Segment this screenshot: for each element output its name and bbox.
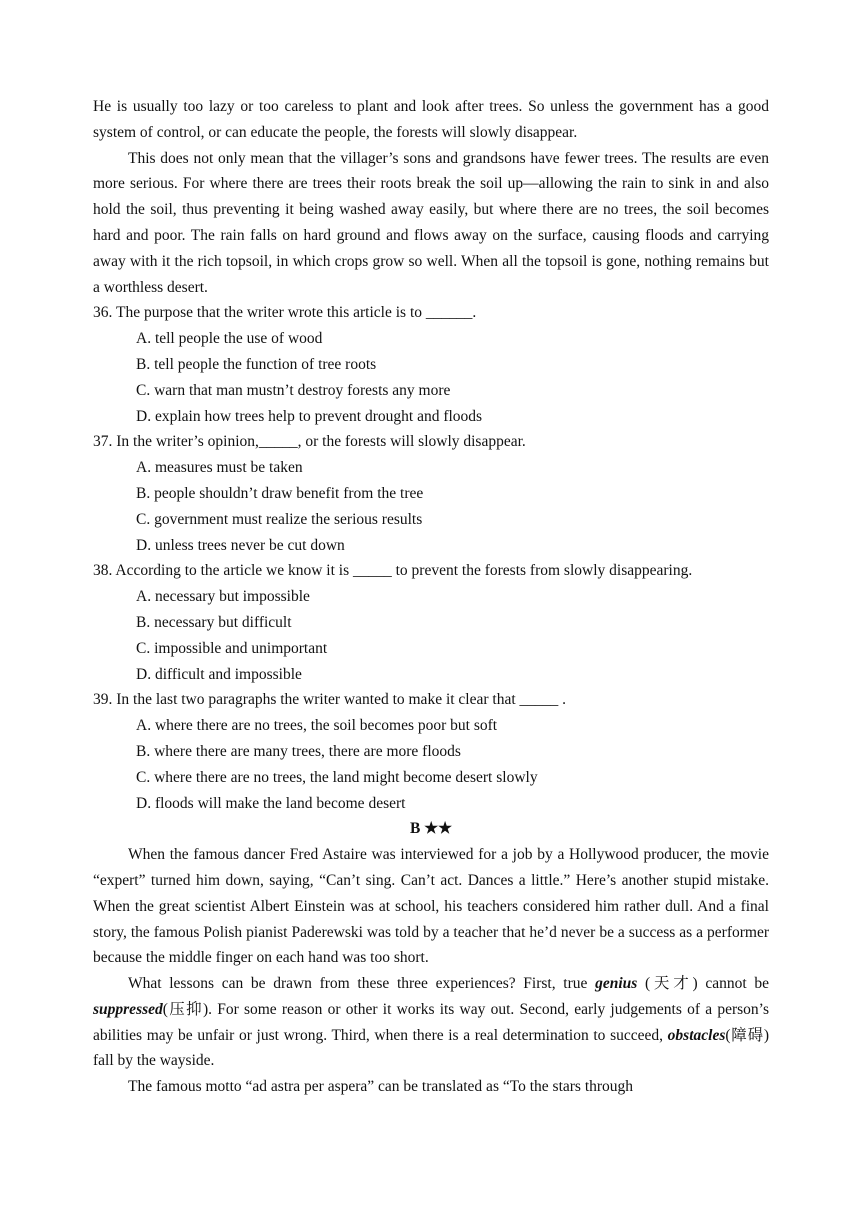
text-run: (障碍) fall by the wayside. (93, 1026, 770, 1070)
text-run: (压抑). For some reason or other it works its way out. Second, early judgements of a person’s abilities may be unfair or just wrong. Third, when there is a real determination to succeed, (93, 1000, 769, 1044)
keyword-genius: genius (595, 975, 638, 993)
option-d: D. unless trees never be cut down (136, 536, 345, 554)
passage-b-paragraph-1: When the famous dancer Fred Astaire was interviewed for a job by a Hollywood producer, the movie “expert” turned him down, saying, “Can’t sing. Can’t act. Dances a little.” Here’s another stupid mistake. When the great scientist Albert Einstein was at school, his teachers considered him rather dull. And a final story, the famous Polish pianist Paderewski was told by a teacher that he’d never be a success as a performer because the middle finger on each hand was too short. (93, 846, 769, 967)
question-38 (93, 558, 769, 687)
keyword-obstacles: obstacles (667, 1026, 726, 1044)
question-37 (93, 429, 769, 558)
question-stem: 36. The purpose that the writer wrote this article is to ______. (93, 304, 477, 322)
question-stem: 38. According to the article we know it is _____ to prevent the forests from slowly disappearing. (93, 562, 693, 580)
keyword-suppressed: suppressed (93, 1000, 163, 1018)
passage-b-paragraph-3: The famous motto “ad astra per aspera” can be translated as “To the stars through (128, 1078, 634, 1096)
passage-b-paragraph-2 (93, 971, 769, 1074)
option-c: C. impossible and unimportant (136, 639, 328, 657)
option-a: A. tell people the use of wood (136, 330, 323, 348)
option-a: A. where there are no trees, the soil becomes poor but soft (136, 717, 498, 735)
option-b: B. where there are many trees, there are more floods (136, 742, 461, 760)
option-d: D. difficult and impossible (136, 665, 302, 683)
section-heading-b: B ★★ (409, 820, 452, 838)
option-c: C. government must realize the serious results (136, 510, 423, 528)
option-a: A. necessary but impossible (136, 588, 310, 606)
question-stem: 39. In the last two paragraphs the writer wanted to make it clear that _____ . (93, 691, 567, 709)
passage-a-paragraph-1: He is usually too lazy or too careless to plant and look after trees. So unless the government has a good system of control, or can educate the people, the forests will slowly disappear. (93, 98, 769, 141)
option-d: D. floods will make the land become desert (136, 794, 406, 812)
question-stem: 37. In the writer’s opinion,_____, or the forests will slowly disappear. (93, 433, 526, 451)
option-b: B. necessary but difficult (136, 613, 292, 631)
option-c: C. warn that man mustn’t destroy forests any more (136, 381, 451, 399)
option-c: C. where there are no trees, the land might become desert slowly (136, 768, 538, 786)
question-36 (93, 300, 769, 429)
text-run: What lessons can be drawn from these three experiences? First, true (128, 975, 596, 993)
passage-a-paragraph-2: This does not only mean that the villager’s sons and grandsons have fewer trees. The results are even more serious. For where there are trees their roots break the soil up—allowing the rain to sink in and also hold the soil, thus preventing it being washed away easily, but where there are no trees, the soil becomes hard and poor. The rain falls on hard ground and flows away on the surface, causing floods and carrying away with it the rich topsoil, in which crops grow so well. When all the topsoil is gone, nothing remains but a worthless desert. (93, 149, 769, 296)
option-b: B. people shouldn’t draw benefit from the tree (136, 484, 424, 502)
option-b: B. tell people the function of tree roots (136, 355, 377, 373)
document-page (93, 94, 769, 1100)
question-39 (93, 687, 769, 816)
text-run: (天才) cannot be (637, 975, 769, 993)
option-a: A. measures must be taken (136, 459, 303, 477)
option-d: D. explain how trees help to prevent drought and floods (136, 407, 483, 425)
